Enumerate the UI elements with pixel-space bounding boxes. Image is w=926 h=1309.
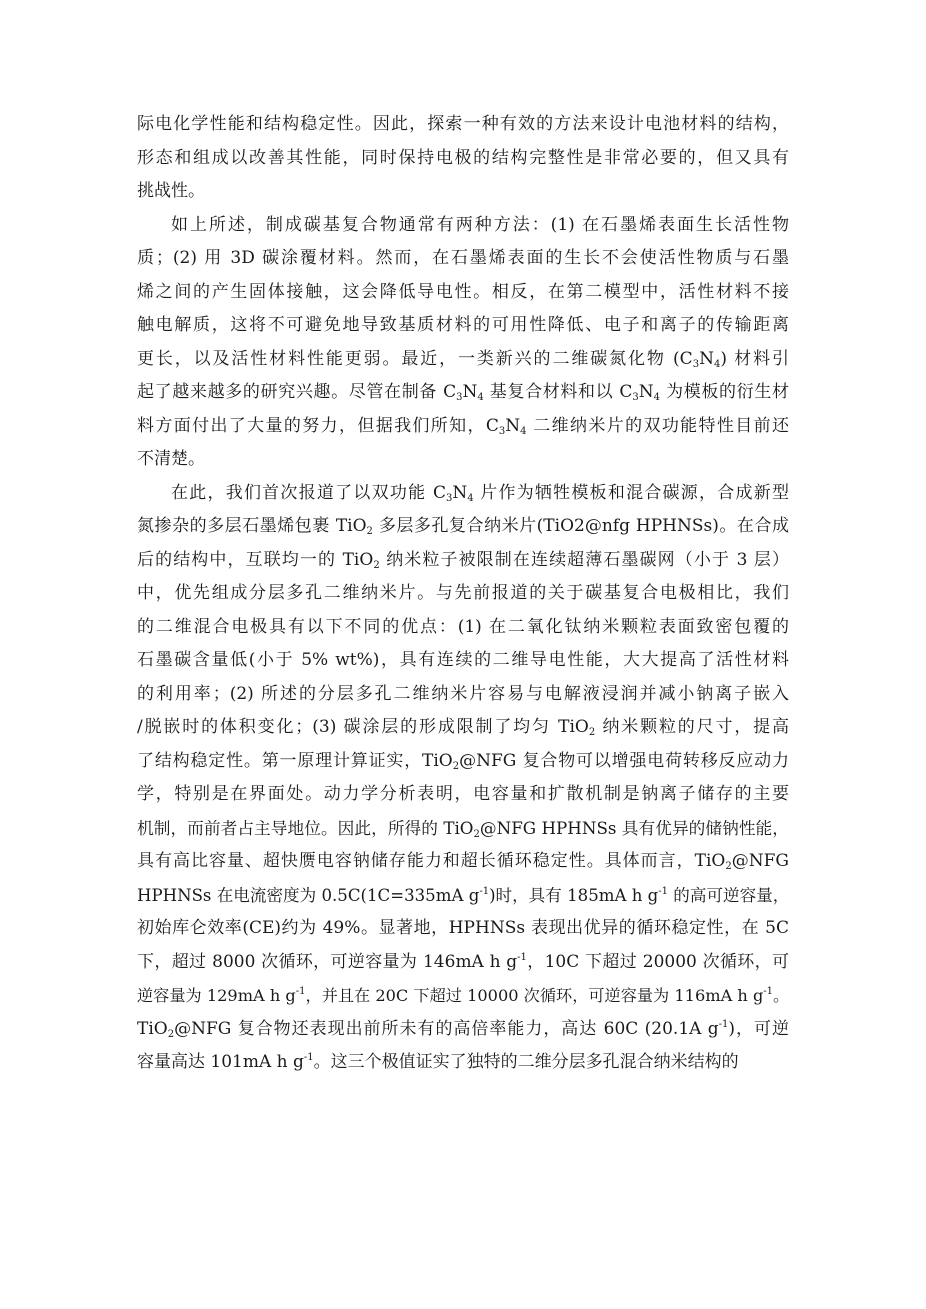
- subscript: 3: [632, 392, 639, 403]
- text-line: [137, 276, 789, 310]
- text-run: N: [699, 348, 714, 369]
- text-run: 二维纳米片的双功能特性目前还: [526, 415, 789, 436]
- text-run: 下，超过 8000 次循环，可逆容量为 146mA h g: [137, 951, 518, 972]
- paragraph-3: [137, 477, 789, 1080]
- text-line: [137, 577, 789, 611]
- text-line: [137, 343, 789, 377]
- text-run: ) 材料引: [720, 348, 789, 369]
- text-line: [137, 1046, 789, 1080]
- text-run: 触电解质，这将不可避免地导致基质材料的可用性降低、电子和离子的传输距离: [137, 315, 789, 335]
- text-run: 。这三个极值证实了独特的二维分层多孔混合纳米结构的: [313, 1052, 739, 1072]
- text-line: [137, 611, 789, 645]
- text-run: HPHNSs 在电流密度为 0.5C(1C=335mA g: [137, 885, 480, 905]
- subscript: 2: [373, 559, 380, 571]
- text-run: ，并且在 20C 下超过 10000 次循环，可逆容量为 116mA h g: [305, 986, 764, 1005]
- text-line: [137, 175, 789, 209]
- text-run: @NFG: [731, 851, 789, 871]
- superscript: -1: [658, 885, 669, 897]
- superscript: -1: [295, 986, 306, 997]
- text-run: TiO: [137, 1018, 168, 1039]
- subscript: 2: [167, 1028, 175, 1040]
- text-run: 如上所述，制成碳基复合物通常有两种方法：(1) 在石墨烯表面生长活性物: [171, 214, 789, 235]
- text-line: [137, 108, 789, 142]
- text-run: 纳米粒子被限制在连续超薄石墨碳网（小于 3 层）: [379, 549, 789, 570]
- text-run: N: [505, 415, 521, 436]
- subscript: 2: [366, 526, 373, 537]
- text-line: [137, 711, 789, 745]
- text-line: [137, 812, 789, 846]
- text-line: [137, 376, 789, 410]
- text-run: 为模板的衍生材: [660, 382, 789, 402]
- text-run: 石墨碳含量低(小于 5% wt%)，具有连续的二维导电性能，大大提高了活性材料: [137, 650, 789, 670]
- text-run: 不清楚。: [137, 449, 205, 469]
- text-run: 纳米颗粒的尺寸，提高: [595, 717, 790, 737]
- subscript: 3: [498, 425, 506, 437]
- text-run: N: [638, 382, 654, 402]
- text-line: [137, 778, 789, 812]
- text-line: [137, 510, 789, 544]
- text-run: )时，具有 185mA h g: [489, 885, 659, 905]
- document-body: [137, 108, 789, 1080]
- text-run: 片作为牺牲模板和混合碳源，合成新型: [473, 482, 789, 503]
- text-run: 的利用率；(2) 所述的分层多孔二维纳米片容易与电解液浸润并减小钠离子嵌入: [137, 683, 789, 704]
- text-line: [137, 678, 789, 712]
- text-run: 容量高达 101mA h g: [137, 1052, 304, 1072]
- subscript: 4: [467, 492, 474, 504]
- superscript: -1: [479, 885, 490, 897]
- text-run: N: [462, 382, 478, 402]
- subscript: 4: [713, 358, 721, 370]
- text-run: @NFG 复合物可以增强电荷转移反应动力: [459, 750, 789, 771]
- text-line: [137, 845, 789, 879]
- text-run: 氮掺杂的多层石墨烯包裹 TiO: [137, 516, 367, 536]
- paragraph-2: [137, 209, 789, 477]
- text-run: 。: [773, 986, 790, 1005]
- superscript: -1: [517, 951, 527, 963]
- text-line: [137, 544, 789, 578]
- paragraph-1: [137, 108, 789, 209]
- text-run: ，10C 下超过 20000 次循环，可: [526, 951, 789, 972]
- text-line: [137, 644, 789, 678]
- text-run: 的二维混合电极具有以下不同的优点：(1) 在二氧化钛纳米颗粒表面致密包覆的: [137, 616, 789, 637]
- subscript: 3: [445, 492, 453, 504]
- text-line: [137, 1013, 789, 1047]
- text-run: 形态和组成以改善其性能，同时保持电极的结构完整性是非常必要的，但又具有: [137, 147, 789, 168]
- text-line: [137, 745, 789, 779]
- text-line: [137, 242, 789, 276]
- text-run: 料方面付出了大量的努力，但据我们所知，C: [137, 415, 499, 436]
- text-line: [137, 209, 789, 243]
- text-run: @NFG 复合物还表现出前所未有的高倍率能力，高达 60C (20.1A g: [174, 1018, 719, 1039]
- subscript: 4: [653, 392, 661, 403]
- text-run: )，可逆: [728, 1018, 789, 1039]
- text-line: [137, 912, 789, 946]
- superscript: -1: [718, 1018, 729, 1030]
- text-run: 基复合材料和以 C: [483, 382, 633, 402]
- text-run: 质；(2) 用 3D 碳涂覆材料。然而，在石墨烯表面的生长不会使活性物质与石墨: [137, 248, 789, 268]
- subscript: 3: [456, 392, 463, 403]
- text-run: 在此，我们首次报道了以双功能 C: [171, 482, 446, 503]
- text-run: N: [452, 482, 468, 503]
- text-line: [137, 946, 789, 980]
- text-line: [137, 477, 789, 511]
- text-run: 的高可逆容量，: [668, 885, 790, 905]
- superscript: -1: [303, 1052, 314, 1063]
- text-run: 更长，以及活性材料性能更弱。最近，一类新兴的二维碳氮化物 (C: [137, 348, 693, 369]
- text-run: 中，优先组成分层多孔二维纳米片。与先前报道的关于碳基复合电极相比，我们: [137, 583, 789, 603]
- text-line: [137, 142, 789, 176]
- text-line: [137, 443, 789, 477]
- text-run: 学，特别是在界面处。动力学分析表明，电容量和扩散机制是钠离子储存的主要: [137, 784, 789, 804]
- text-run: @NFG HPHNSs 具有优异的储钠性能，: [479, 817, 789, 838]
- text-line: [137, 879, 789, 913]
- text-run: 后的结构中，互联均一的 TiO: [137, 549, 374, 570]
- text-line: [137, 979, 789, 1013]
- superscript: -1: [763, 986, 774, 997]
- text-run: 了结构稳定性。第一原理计算证实，TiO: [137, 750, 453, 771]
- text-line: [137, 309, 789, 343]
- text-run: 机制，而前者占主导地位。因此，所得的 TiO: [137, 817, 474, 838]
- subscript: 4: [477, 392, 484, 403]
- document-page: [137, 108, 789, 1080]
- subscript: 2: [725, 861, 732, 872]
- text-run: 挑战性。: [137, 181, 205, 201]
- text-run: 具有高比容量、超快赝电容钠储存能力和超长循环稳定性。具体而言，TiO: [137, 851, 726, 871]
- subscript: 4: [520, 425, 527, 437]
- text-run: 逆容量为 129mA h g: [137, 986, 296, 1005]
- text-run: 初始库仑效率(CE)约为 49%。显著地，HPHNSs 表现出优异的循环稳定性，在 5C: [137, 918, 789, 938]
- subscript: 2: [473, 828, 480, 840]
- text-run: 多层多孔复合纳米片(TiO2@nfg HPHNSs)。在合成: [372, 516, 790, 536]
- subscript: 3: [692, 358, 700, 370]
- text-run: 烯之间的产生固体接触，这会降低导电性。相反，在第二模型中，活性材料不接: [137, 281, 789, 302]
- text-run: 际电化学性能和结构稳定性。因此，探索一种有效的方法来设计电池材料的结构，: [137, 114, 789, 134]
- text-run: /脱嵌时的体积变化；(3) 碳涂层的形成限制了均匀 TiO: [137, 717, 589, 737]
- subscript: 2: [452, 760, 460, 772]
- text-run: 起了越来越多的研究兴趣。尽管在制备 C: [137, 382, 457, 402]
- subscript: 2: [588, 727, 596, 738]
- text-line: [137, 410, 789, 444]
